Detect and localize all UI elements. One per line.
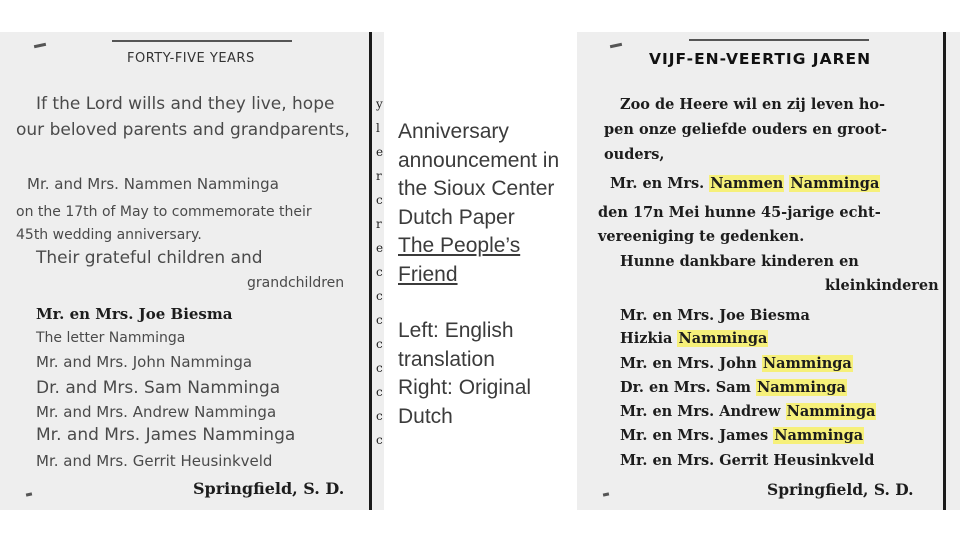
dutch-honorees-last: Namminga: [790, 175, 880, 192]
print-mark: [610, 43, 622, 48]
english-place: Springfield, S. D.: [193, 479, 345, 498]
print-mark: [603, 492, 609, 496]
paper-name: The People’s Friend: [398, 234, 521, 286]
column-rule: [369, 32, 372, 510]
english-family-member: The letter Namminga: [36, 330, 186, 346]
dutch-honorees: [610, 175, 880, 192]
dutch-grateful-line-2: kleinkinderen: [825, 277, 939, 294]
dutch-family-member: Mr. en Mrs. Gerrit Heusinkveld: [620, 452, 875, 469]
english-family-member: Mr. and Mrs. John Namminga: [36, 353, 253, 371]
dutch-family-member: Mr. en Mrs. Joe Biesma: [620, 307, 810, 324]
dutch-line-2: pen onze geliefde ouders en groot-: [604, 121, 888, 138]
dutch-line-1: Zoo de Heere wil en zij leven ho-: [620, 96, 886, 113]
dutch-family-member: Mr. en Mrs. Andrew Namminga: [620, 403, 876, 420]
caption-description: Anniversary announcement in the Sioux Center Dutch Paper: [398, 120, 560, 229]
english-title: FORTY-FIVE YEARS: [127, 51, 255, 66]
english-date-line-2: 45th wedding anniversary.: [16, 227, 202, 243]
english-translation-clipping: [0, 32, 384, 510]
right-label: Right: Original Dutch: [398, 376, 532, 428]
english-family-member: Mr. and Mrs. Gerrit Heusinkveld: [36, 452, 273, 470]
left-label: Left: English translation: [398, 319, 514, 371]
dutch-title: VIJF-EN-VEERTIG JAREN: [649, 50, 872, 68]
english-family-member: Mr. and Mrs. James Namminga: [36, 425, 296, 445]
english-line-1: If the Lord wills and they live, hope: [36, 94, 335, 114]
neighbor-column-fragment: y l e r c r e c c c c c c c c: [376, 97, 384, 447]
english-grateful-line-2: grandchildren: [247, 275, 345, 291]
english-family-member: Mr. en Mrs. Joe Biesma: [36, 305, 233, 323]
english-honorees: Mr. and Mrs. Nammen Namminga: [27, 175, 279, 193]
english-family-member: Dr. and Mrs. Sam Namminga: [36, 378, 281, 398]
heading-rule: [689, 39, 869, 41]
dutch-family-member: Mr. en Mrs. John Namminga: [620, 355, 852, 372]
dutch-line-3: ouders,: [604, 146, 665, 163]
print-mark: [26, 492, 32, 496]
dutch-honorees-first: Nammen: [710, 175, 784, 192]
column-rule: [943, 32, 946, 510]
english-grateful-line-1: Their grateful children and: [36, 248, 263, 268]
dutch-date-line-1: den 17n Mei hunne 45-jarige echt-: [598, 204, 881, 221]
original-dutch-clipping: [577, 32, 960, 510]
dutch-family-member: Dr. en Mrs. Sam Namminga: [620, 379, 846, 396]
dutch-honorees-prefix: Mr. en Mrs.: [610, 175, 705, 192]
dutch-grateful-line-1: Hunne dankbare kinderen en: [620, 253, 859, 270]
print-mark: [34, 43, 46, 48]
dutch-family-member: Hizkia Namminga: [620, 330, 768, 347]
english-family-member: Mr. and Mrs. Andrew Namminga: [36, 403, 277, 421]
dutch-family-member: Mr. en Mrs. James Namminga: [620, 427, 864, 444]
english-date-line-1: on the 17th of May to commemorate their: [16, 204, 312, 220]
dutch-place: Springfield, S. D.: [767, 480, 914, 499]
caption: [398, 118, 573, 431]
english-line-2: our beloved parents and grandparents,: [16, 120, 350, 140]
heading-rule: [112, 40, 292, 42]
dutch-date-line-2: vereeniging te gedenken.: [598, 228, 805, 245]
